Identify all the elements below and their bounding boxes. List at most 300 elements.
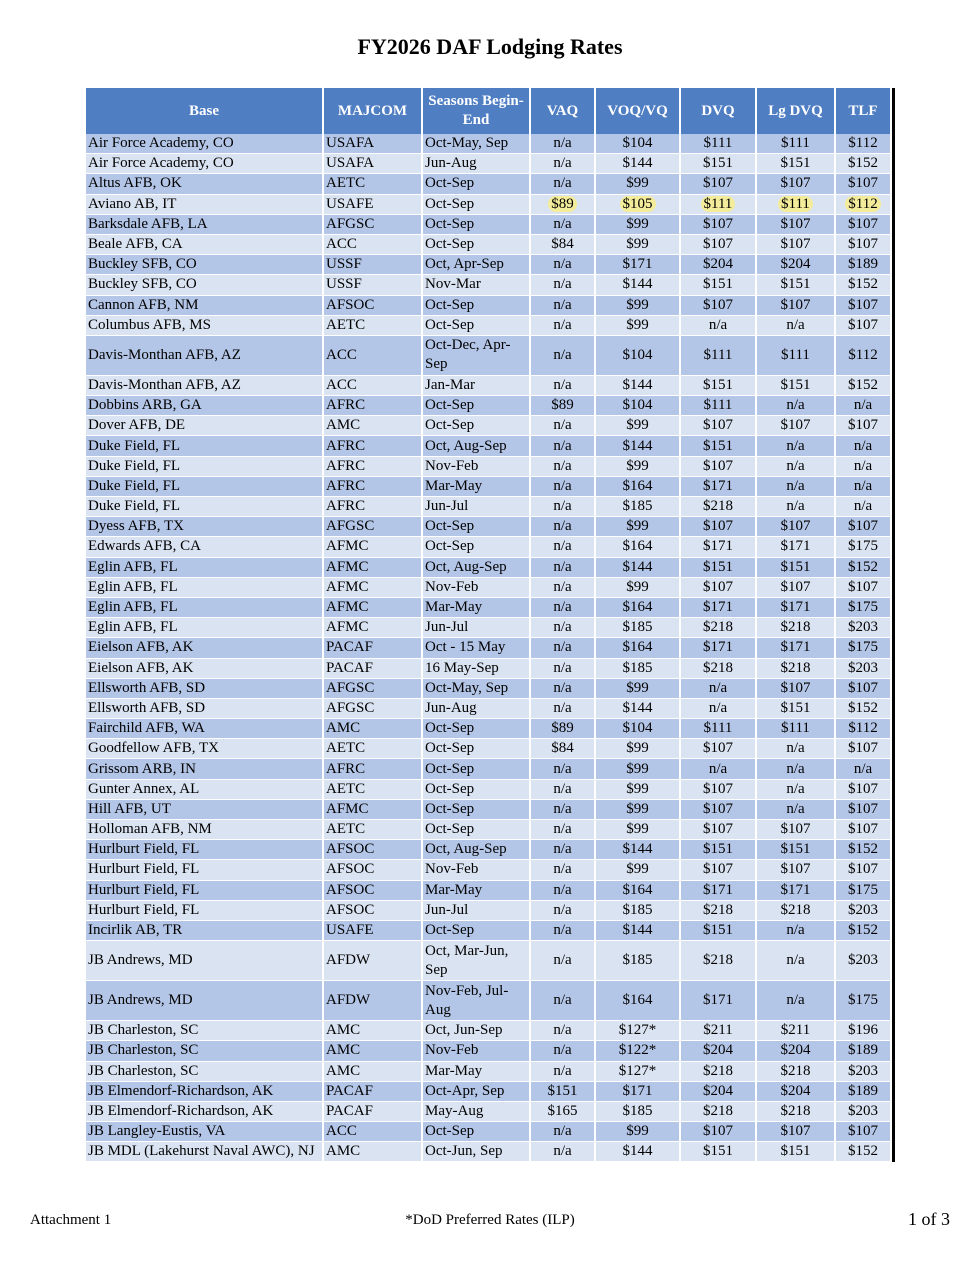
- table-row: [86, 436, 890, 456]
- cell-vaq: $165: [530, 1101, 595, 1121]
- cell-base: Hurlburt Field, FL: [86, 840, 323, 860]
- cell-dvq: $107: [680, 739, 756, 759]
- cell-dvq: $151: [680, 436, 756, 456]
- cell-dvq: n/a: [680, 759, 756, 779]
- table-row: [86, 154, 890, 174]
- cell-base: JB Andrews, MD: [86, 981, 323, 1021]
- cell-base: Duke Field, FL: [86, 456, 323, 476]
- cell-tlf: $152: [835, 154, 890, 174]
- cell-majcom: PACAF: [323, 638, 422, 658]
- cell-lg-dvq: n/a: [756, 497, 835, 517]
- cell-lg-dvq: $171: [756, 597, 835, 617]
- table-row: [86, 739, 890, 759]
- cell-base: Air Force Academy, CO: [86, 154, 323, 174]
- cell-base: Eglin AFB, FL: [86, 557, 323, 577]
- column-header-dvq: DVQ: [680, 88, 756, 134]
- cell-tlf: $107: [835, 860, 890, 880]
- cell-dvq: $171: [680, 981, 756, 1021]
- cell-season: Oct-Sep: [422, 719, 530, 739]
- cell-base: Hill AFB, UT: [86, 799, 323, 819]
- cell-dvq: $171: [680, 537, 756, 557]
- footnote: *DoD Preferred Rates (ILP): [405, 1212, 575, 1228]
- cell-lg-dvq: n/a: [756, 779, 835, 799]
- cell-vaq: n/a: [530, 678, 595, 698]
- cell-majcom: ACC: [323, 375, 422, 395]
- cell-dvq: $111: [680, 719, 756, 739]
- table-row: [86, 295, 890, 315]
- cell-tlf: $107: [835, 315, 890, 335]
- cell-voq-vq: $99: [595, 860, 680, 880]
- page-number: 1 of 3: [908, 1209, 950, 1229]
- cell-tlf: n/a: [835, 497, 890, 517]
- cell-lg-dvq: $171: [756, 638, 835, 658]
- highlighted-rate: $111: [778, 196, 813, 212]
- cell-voq-vq: $99: [595, 739, 680, 759]
- cell-dvq: $107: [680, 820, 756, 840]
- cell-tlf: $196: [835, 1021, 890, 1041]
- cell-base: Ellsworth AFB, SD: [86, 678, 323, 698]
- cell-voq-vq: $127*: [595, 1021, 680, 1041]
- cell-dvq: $204: [680, 255, 756, 275]
- cell-season: May-Aug: [422, 1101, 530, 1121]
- cell-tlf: $152: [835, 557, 890, 577]
- cell-dvq: $107: [680, 295, 756, 315]
- cell-dvq: n/a: [680, 315, 756, 335]
- cell-dvq: $218: [680, 497, 756, 517]
- cell-tlf: n/a: [835, 436, 890, 456]
- cell-lg-dvq: $107: [756, 517, 835, 537]
- cell-voq-vq: $99: [595, 214, 680, 234]
- cell-vaq: $84: [530, 739, 595, 759]
- header-row: [86, 88, 890, 134]
- cell-majcom: AETC: [323, 779, 422, 799]
- table-row: [86, 315, 890, 335]
- cell-season: Mar-May: [422, 476, 530, 496]
- cell-vaq: n/a: [530, 335, 595, 375]
- cell-majcom: AFRC: [323, 497, 422, 517]
- cell-voq-vq: $171: [595, 255, 680, 275]
- cell-base: Duke Field, FL: [86, 476, 323, 496]
- cell-dvq: $204: [680, 1041, 756, 1061]
- cell-tlf: $152: [835, 698, 890, 718]
- cell-majcom: AFMC: [323, 597, 422, 617]
- cell-tlf: $203: [835, 658, 890, 678]
- table-row: [86, 275, 890, 295]
- cell-tlf: $107: [835, 517, 890, 537]
- cell-tlf: $152: [835, 1142, 890, 1162]
- cell-vaq: n/a: [530, 134, 595, 154]
- cell-lg-dvq: $204: [756, 255, 835, 275]
- table-row: [86, 416, 890, 436]
- cell-lg-dvq: n/a: [756, 456, 835, 476]
- cell-voq-vq: $99: [595, 315, 680, 335]
- cell-dvq: $218: [680, 658, 756, 678]
- cell-vaq: n/a: [530, 497, 595, 517]
- cell-vaq: n/a: [530, 416, 595, 436]
- cell-dvq: $151: [680, 920, 756, 940]
- cell-voq-vq: $185: [595, 941, 680, 981]
- cell-base: Eglin AFB, FL: [86, 597, 323, 617]
- cell-vaq: n/a: [530, 981, 595, 1021]
- cell-dvq: $151: [680, 840, 756, 860]
- cell-voq-vq: $99: [595, 295, 680, 315]
- cell-majcom: AFGSC: [323, 678, 422, 698]
- cell-lg-dvq: $111: [756, 719, 835, 739]
- table-row: [86, 920, 890, 940]
- cell-voq-vq: $99: [595, 577, 680, 597]
- cell-vaq: n/a: [530, 1061, 595, 1081]
- cell-dvq: $171: [680, 638, 756, 658]
- cell-voq-vq: $99: [595, 759, 680, 779]
- cell-dvq: $151: [680, 154, 756, 174]
- cell-voq-vq: $185: [595, 658, 680, 678]
- cell-base: Air Force Academy, CO: [86, 134, 323, 154]
- cell-base: JB MDL (Lakehurst Naval AWC), NJ: [86, 1142, 323, 1162]
- cell-tlf: $152: [835, 375, 890, 395]
- cell-lg-dvq: n/a: [756, 476, 835, 496]
- cell-base: JB Elmendorf-Richardson, AK: [86, 1101, 323, 1121]
- cell-voq-vq: [595, 194, 680, 214]
- cell-season: Oct-Sep: [422, 416, 530, 436]
- cell-voq-vq: $171: [595, 1081, 680, 1101]
- cell-season: Oct-Sep: [422, 194, 530, 214]
- cell-base: Cannon AFB, NM: [86, 295, 323, 315]
- cell-tlf: $107: [835, 799, 890, 819]
- cell-tlf: $203: [835, 1101, 890, 1121]
- cell-season: Nov-Mar: [422, 275, 530, 295]
- cell-season: Oct-Sep: [422, 920, 530, 940]
- cell-vaq: n/a: [530, 658, 595, 678]
- cell-base: Eglin AFB, FL: [86, 618, 323, 638]
- cell-dvq: $151: [680, 557, 756, 577]
- cell-majcom: AFGSC: [323, 517, 422, 537]
- table-row: [86, 840, 890, 860]
- cell-season: 16 May-Sep: [422, 658, 530, 678]
- cell-lg-dvq: n/a: [756, 981, 835, 1021]
- cell-lg-dvq: n/a: [756, 799, 835, 819]
- cell-dvq: $151: [680, 375, 756, 395]
- cell-vaq: n/a: [530, 920, 595, 940]
- cell-lg-dvq: $171: [756, 880, 835, 900]
- cell-season: Oct-Jun, Sep: [422, 1142, 530, 1162]
- cell-lg-dvq: $218: [756, 658, 835, 678]
- cell-base: Hurlburt Field, FL: [86, 900, 323, 920]
- cell-voq-vq: $104: [595, 335, 680, 375]
- cell-vaq: n/a: [530, 779, 595, 799]
- cell-tlf: $107: [835, 820, 890, 840]
- cell-tlf: $175: [835, 597, 890, 617]
- cell-voq-vq: $99: [595, 678, 680, 698]
- cell-majcom: AETC: [323, 174, 422, 194]
- cell-vaq: n/a: [530, 255, 595, 275]
- table-row: [86, 678, 890, 698]
- table-row: [86, 698, 890, 718]
- cell-base: Edwards AFB, CA: [86, 537, 323, 557]
- cell-lg-dvq: [756, 194, 835, 214]
- table-row: [86, 517, 890, 537]
- cell-voq-vq: $144: [595, 436, 680, 456]
- table-body: [86, 134, 890, 1162]
- table-row: [86, 618, 890, 638]
- cell-season: Oct-Dec, Apr-Sep: [422, 335, 530, 375]
- cell-vaq: $151: [530, 1081, 595, 1101]
- cell-majcom: AFRC: [323, 436, 422, 456]
- cell-majcom: AMC: [323, 416, 422, 436]
- cell-base: Holloman AFB, NM: [86, 820, 323, 840]
- cell-vaq: n/a: [530, 315, 595, 335]
- cell-season: Oct-May, Sep: [422, 134, 530, 154]
- cell-base: Goodfellow AFB, TX: [86, 739, 323, 759]
- cell-base: JB Andrews, MD: [86, 941, 323, 981]
- cell-base: JB Langley-Eustis, VA: [86, 1122, 323, 1142]
- cell-base: JB Charleston, SC: [86, 1021, 323, 1041]
- cell-dvq: $111: [680, 396, 756, 416]
- cell-season: Nov-Feb: [422, 456, 530, 476]
- cell-voq-vq: $144: [595, 154, 680, 174]
- cell-vaq: n/a: [530, 214, 595, 234]
- cell-base: Buckley SFB, CO: [86, 255, 323, 275]
- cell-majcom: USSF: [323, 275, 422, 295]
- cell-lg-dvq: $211: [756, 1021, 835, 1041]
- table-row: [86, 597, 890, 617]
- cell-vaq: n/a: [530, 698, 595, 718]
- cell-majcom: USSF: [323, 255, 422, 275]
- cell-majcom: AFRC: [323, 759, 422, 779]
- cell-base: Dover AFB, DE: [86, 416, 323, 436]
- cell-voq-vq: $164: [595, 476, 680, 496]
- cell-tlf: $203: [835, 900, 890, 920]
- cell-base: Grissom ARB, IN: [86, 759, 323, 779]
- cell-voq-vq: $185: [595, 618, 680, 638]
- cell-majcom: AFMC: [323, 537, 422, 557]
- cell-dvq: $218: [680, 900, 756, 920]
- cell-lg-dvq: n/a: [756, 739, 835, 759]
- cell-tlf: $203: [835, 941, 890, 981]
- cell-season: Nov-Feb: [422, 860, 530, 880]
- cell-season: Oct-Sep: [422, 779, 530, 799]
- cell-tlf: n/a: [835, 759, 890, 779]
- table-row: [86, 497, 890, 517]
- cell-voq-vq: $122*: [595, 1041, 680, 1061]
- table-row: [86, 719, 890, 739]
- table-row: [86, 557, 890, 577]
- cell-base: Altus AFB, OK: [86, 174, 323, 194]
- cell-lg-dvq: $171: [756, 537, 835, 557]
- highlighted-rate: $105: [620, 196, 656, 212]
- cell-dvq: $107: [680, 214, 756, 234]
- cell-majcom: AFDW: [323, 941, 422, 981]
- table-row: [86, 396, 890, 416]
- cell-tlf: $107: [835, 739, 890, 759]
- cell-majcom: AMC: [323, 1041, 422, 1061]
- cell-tlf: $152: [835, 840, 890, 860]
- cell-dvq: $218: [680, 1101, 756, 1121]
- cell-lg-dvq: $107: [756, 577, 835, 597]
- cell-tlf: n/a: [835, 476, 890, 496]
- cell-voq-vq: $99: [595, 1122, 680, 1142]
- table-row: [86, 214, 890, 234]
- cell-majcom: AFRC: [323, 456, 422, 476]
- cell-season: Oct-Apr, Sep: [422, 1081, 530, 1101]
- cell-lg-dvq: n/a: [756, 759, 835, 779]
- cell-majcom: USAFE: [323, 920, 422, 940]
- cell-voq-vq: $99: [595, 174, 680, 194]
- cell-vaq: $89: [530, 719, 595, 739]
- cell-vaq: n/a: [530, 517, 595, 537]
- cell-season: Mar-May: [422, 1061, 530, 1081]
- cell-season: Oct-Sep: [422, 396, 530, 416]
- cell-dvq: $111: [680, 134, 756, 154]
- cell-dvq: $107: [680, 779, 756, 799]
- cell-majcom: AFRC: [323, 476, 422, 496]
- cell-vaq: n/a: [530, 900, 595, 920]
- column-header-vaq: VAQ: [530, 88, 595, 134]
- cell-tlf: $203: [835, 618, 890, 638]
- cell-voq-vq: $144: [595, 698, 680, 718]
- cell-majcom: AETC: [323, 820, 422, 840]
- cell-lg-dvq: $107: [756, 295, 835, 315]
- cell-dvq: $171: [680, 597, 756, 617]
- cell-voq-vq: $127*: [595, 1061, 680, 1081]
- cell-lg-dvq: $218: [756, 1101, 835, 1121]
- cell-dvq: $107: [680, 234, 756, 254]
- cell-vaq: n/a: [530, 577, 595, 597]
- cell-season: Oct-Sep: [422, 759, 530, 779]
- cell-majcom: AFMC: [323, 618, 422, 638]
- cell-dvq: $107: [680, 577, 756, 597]
- column-header-tlf: TLF: [835, 88, 890, 134]
- cell-season: Oct-Sep: [422, 174, 530, 194]
- cell-tlf: $107: [835, 174, 890, 194]
- cell-season: Mar-May: [422, 597, 530, 617]
- table-row: [86, 638, 890, 658]
- table-row: [86, 577, 890, 597]
- cell-voq-vq: $99: [595, 799, 680, 819]
- cell-tlf: $203: [835, 1061, 890, 1081]
- cell-season: Oct-Sep: [422, 820, 530, 840]
- cell-majcom: AFGSC: [323, 698, 422, 718]
- cell-voq-vq: $99: [595, 820, 680, 840]
- cell-vaq: n/a: [530, 1041, 595, 1061]
- cell-season: Oct, Aug-Sep: [422, 840, 530, 860]
- cell-lg-dvq: $151: [756, 275, 835, 295]
- cell-majcom: USAFA: [323, 154, 422, 174]
- cell-majcom: AFSOC: [323, 295, 422, 315]
- cell-vaq: n/a: [530, 295, 595, 315]
- cell-lg-dvq: n/a: [756, 436, 835, 456]
- cell-vaq: n/a: [530, 1021, 595, 1041]
- cell-dvq: $218: [680, 1061, 756, 1081]
- cell-voq-vq: $164: [595, 880, 680, 900]
- table-row: [86, 1041, 890, 1061]
- cell-tlf: $189: [835, 1041, 890, 1061]
- table-row: [86, 658, 890, 678]
- cell-vaq: n/a: [530, 154, 595, 174]
- cell-vaq: n/a: [530, 476, 595, 496]
- table-row: [86, 255, 890, 275]
- cell-dvq: $218: [680, 618, 756, 638]
- cell-vaq: n/a: [530, 618, 595, 638]
- cell-voq-vq: $164: [595, 638, 680, 658]
- cell-lg-dvq: $218: [756, 1061, 835, 1081]
- cell-season: Oct-Sep: [422, 739, 530, 759]
- table-row: [86, 537, 890, 557]
- cell-tlf: $112: [835, 134, 890, 154]
- cell-season: Jan-Mar: [422, 375, 530, 395]
- cell-majcom: AFRC: [323, 396, 422, 416]
- cell-dvq: $107: [680, 1122, 756, 1142]
- cell-base: JB Charleston, SC: [86, 1061, 323, 1081]
- cell-voq-vq: $99: [595, 234, 680, 254]
- cell-base: Hurlburt Field, FL: [86, 880, 323, 900]
- cell-lg-dvq: n/a: [756, 920, 835, 940]
- cell-vaq: n/a: [530, 759, 595, 779]
- cell-vaq: n/a: [530, 436, 595, 456]
- cell-majcom: AFMC: [323, 577, 422, 597]
- cell-voq-vq: $99: [595, 517, 680, 537]
- cell-lg-dvq: $151: [756, 1142, 835, 1162]
- cell-base: Buckley SFB, CO: [86, 275, 323, 295]
- table-row: [86, 981, 890, 1021]
- cell-lg-dvq: $204: [756, 1081, 835, 1101]
- column-header-lg-dvq: Lg DVQ: [756, 88, 835, 134]
- table-row: [86, 375, 890, 395]
- cell-majcom: AFDW: [323, 981, 422, 1021]
- cell-tlf: $112: [835, 335, 890, 375]
- cell-base: JB Charleston, SC: [86, 1041, 323, 1061]
- highlighted-rate: $111: [701, 196, 736, 212]
- table-row: [86, 134, 890, 154]
- table-row: [86, 880, 890, 900]
- cell-lg-dvq: $111: [756, 335, 835, 375]
- table-row: [86, 234, 890, 254]
- table-row: [86, 860, 890, 880]
- cell-dvq: $107: [680, 174, 756, 194]
- cell-voq-vq: $99: [595, 779, 680, 799]
- cell-voq-vq: $104: [595, 396, 680, 416]
- cell-season: Oct, Apr-Sep: [422, 255, 530, 275]
- cell-majcom: AETC: [323, 315, 422, 335]
- cell-tlf: $152: [835, 920, 890, 940]
- cell-lg-dvq: $107: [756, 416, 835, 436]
- cell-majcom: PACAF: [323, 1101, 422, 1121]
- cell-tlf: n/a: [835, 456, 890, 476]
- cell-season: Jun-Jul: [422, 618, 530, 638]
- cell-tlf: $112: [835, 719, 890, 739]
- table-row: [86, 1061, 890, 1081]
- cell-vaq: n/a: [530, 557, 595, 577]
- column-header-majcom: MAJCOM: [323, 88, 422, 134]
- cell-vaq: n/a: [530, 860, 595, 880]
- cell-season: Mar-May: [422, 880, 530, 900]
- table-row: [86, 820, 890, 840]
- cell-tlf: $107: [835, 234, 890, 254]
- cell-vaq: n/a: [530, 820, 595, 840]
- cell-voq-vq: $144: [595, 840, 680, 860]
- cell-vaq: [530, 194, 595, 214]
- cell-base: Gunter Annex, AL: [86, 779, 323, 799]
- table-row: [86, 1122, 890, 1142]
- cell-voq-vq: $164: [595, 981, 680, 1021]
- cell-lg-dvq: $151: [756, 375, 835, 395]
- cell-season: Nov-Feb: [422, 1041, 530, 1061]
- cell-voq-vq: $185: [595, 900, 680, 920]
- cell-season: Oct, Mar-Jun, Sep: [422, 941, 530, 981]
- cell-season: Oct-Sep: [422, 315, 530, 335]
- cell-vaq: n/a: [530, 799, 595, 819]
- cell-vaq: n/a: [530, 1122, 595, 1142]
- table-row: [86, 1081, 890, 1101]
